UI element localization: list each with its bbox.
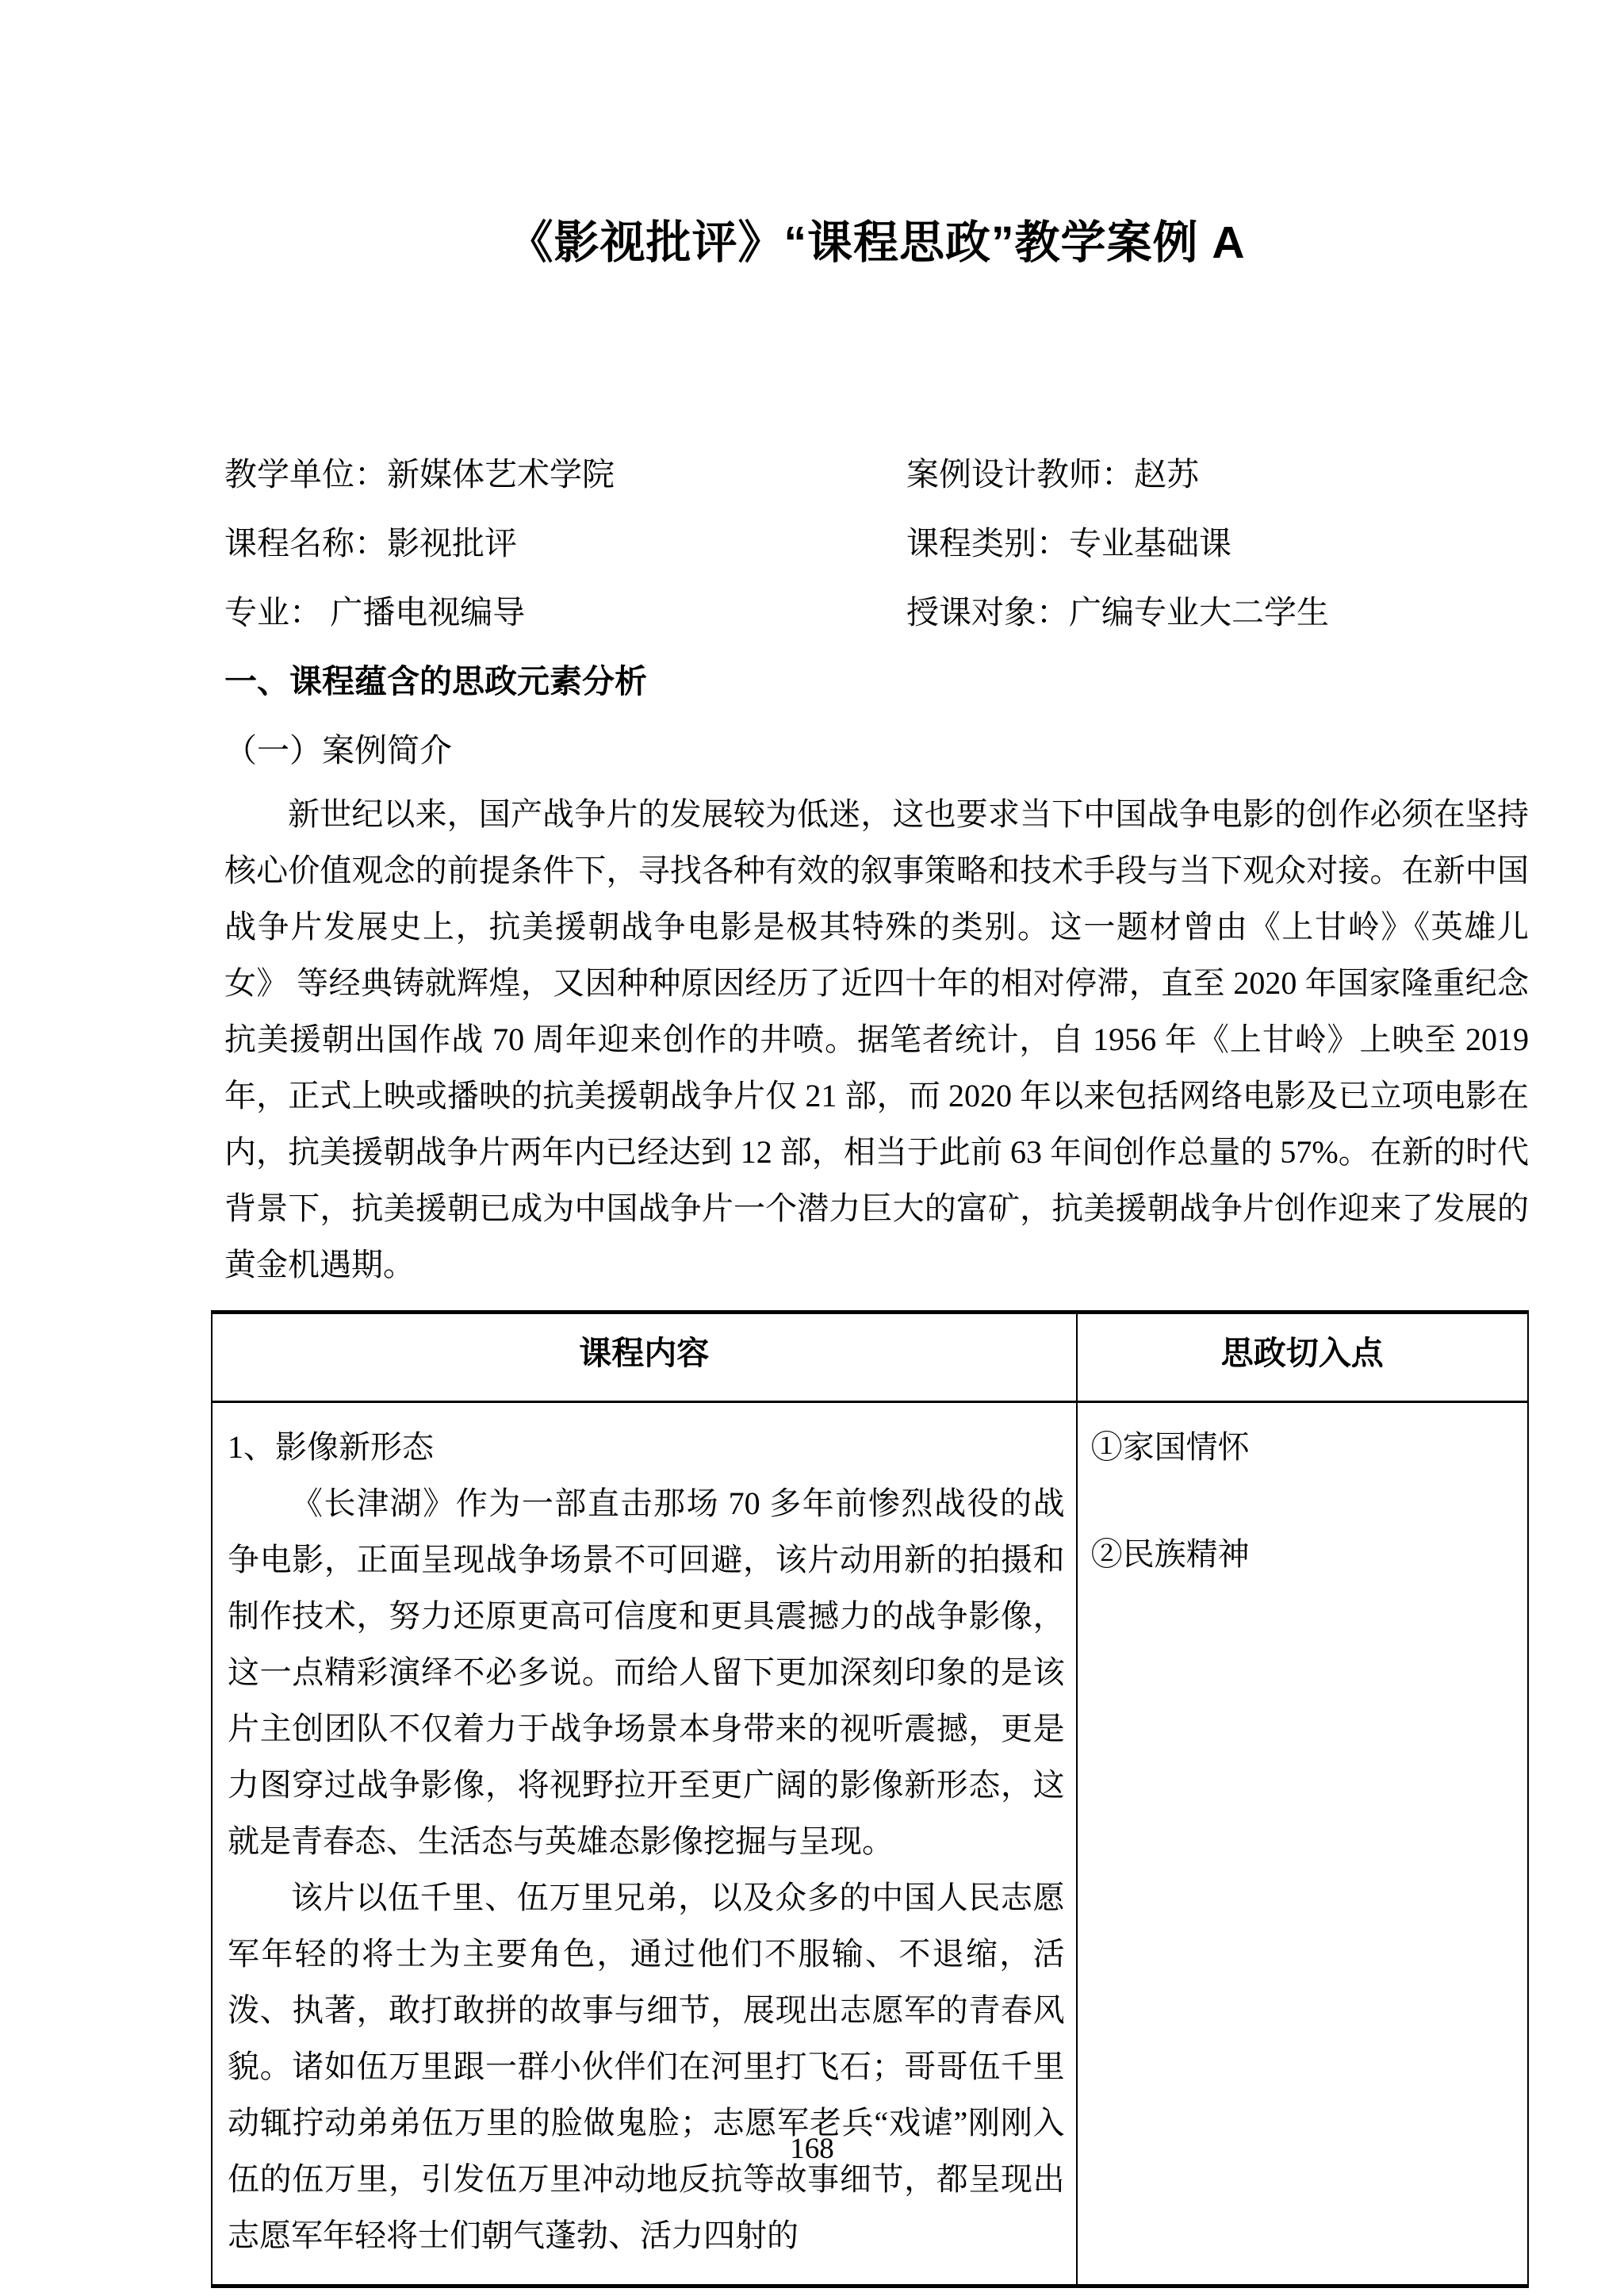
meta-course-name: 课程名称：影视批评 <box>224 525 517 562</box>
intro-paragraph: 新世纪以来，国产战争片的发展较为低迷，这也要求当下中国战争电影的创作必须在坚持核心价值观念的前提条件下，寻找各种有效的叙事策略和技术手段与当下观众对接。在新中国战争片发展史上，抗美援朝战争电影是极其特殊的类别。这一题材曾由《上甘岭》《英雄儿女》 等经典铸就辉煌，又因种种原因经历了近四十年的相对停滞，直至 2020 年国家隆重纪念抗美援朝出国作战 70 周年迎来创作的井喷。据笔者统计，自 1956 年《上甘岭》上映至 2019 年，正式上映或播映的抗美援朝战争片仅 21 部，而 2020 年以来包括网络电影及已立项电影在内，抗美援朝战争片两年内已经达到 12 部，相当于此前 63 年间创作总量的 57%。在新的时代背景下，抗美援朝已成为中国战争片一个潜力巨大的富矿，抗美援朝战争片创作迎来了发展的黄金机遇期。 <box>224 796 1529 1283</box>
table-header-course-content: 课程内容 <box>212 1313 1077 1402</box>
table-header-row <box>212 1313 1528 1402</box>
page-title: 《影视批评》“课程思政”教学案例 A <box>508 217 1246 268</box>
entry-point-item: ②民族精神 <box>1090 1536 1250 1573</box>
page-number: 168 <box>790 2133 834 2165</box>
table-header-entry-point: 思政切入点 <box>1077 1313 1528 1402</box>
section-heading: 一、课程蕴含的思政元素分析 <box>224 663 647 700</box>
content-title: 1、影像新形态 <box>228 1429 434 1466</box>
content-paragraph: 《长津湖》作为一部直击那场 70 多年前惨烈战役的战争电影，正面呈现战争场景不可回避，该片动用新的拍摄和制作技术，努力还原更高可信度和更具震撼力的战争影像，这一点精彩演绎不必多说。而给人留下更加深刻印象的是该片主创团队不仅着力于战争场景本身带来的视听震撼，更是力图穿过战争影像，将视野拉开至更广阔的影像新形态，这就是青春态、生活态与英雄态影像挖掘与呈现。 <box>228 1485 1065 1860</box>
section-subheading: （一）案例简介 <box>224 732 452 769</box>
meta-info-grid <box>224 458 1529 629</box>
meta-teaching-unit: 教学单位：新媒体艺术学院 <box>224 456 615 493</box>
meta-audience: 授课对象：广编专业大二学生 <box>906 594 1329 631</box>
page-content <box>224 0 1529 2288</box>
content-paragraph: 该片以伍千里、伍万里兄弟，以及众多的中国人民志愿军年轻的将士为主要角色，通过他们不服输、不退缩，活泼、执著，敢打敢拼的故事与细节，展现出志愿军的青春风貌。诸如伍万里跟一群小伙伴们在河里打飞石；哥哥伍千里动辄拧动弟弟伍万里的脸做鬼脸；志愿军老兵“戏谑”刚刚入伍的伍万里，引发伍万里冲动地反抗等故事细节，都呈现出志愿军年轻将士们朝气蓬勃、活力四射的 <box>228 1880 1065 2254</box>
meta-case-designer: 案例设计教师：赵苏 <box>906 456 1199 493</box>
entry-point-item: ①家国情怀 <box>1090 1429 1250 1466</box>
meta-major: 专业： 广播电视编导 <box>224 594 526 631</box>
meta-course-category: 课程类别：专业基础课 <box>906 525 1231 562</box>
